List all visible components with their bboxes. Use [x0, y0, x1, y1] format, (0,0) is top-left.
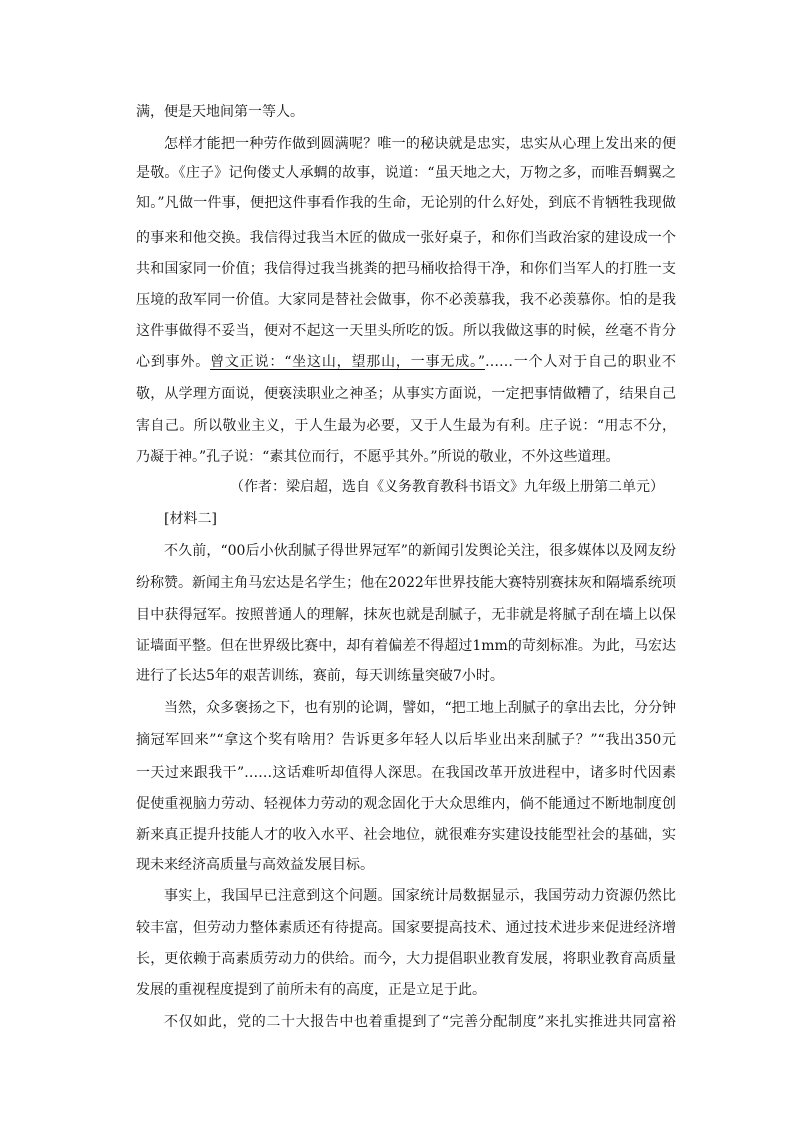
- paragraph-line: 是敬。《庄子》记佝偻丈人承蜩的故事，说道：“虽天地之大，万物之多，而唯吾蜩翼之: [136, 165, 676, 181]
- paragraph-line: 敬，从学理方面说，便亵渎职业之神圣；从事实方面说，一定把事情做糟了，结果自己: [136, 386, 676, 402]
- paragraph-line: 现未来经济高质量与高效益发展目标。: [136, 857, 374, 873]
- paragraph-line: 怎样才能把一种劳作做到圆满呢？唯一的秘诀就是忠实，忠实从心理上发出来的便: [164, 136, 676, 152]
- source-attribution: （作者：梁启超，选自《义务教育教科书语文》九年级上册第二单元）: [230, 479, 664, 495]
- paragraph-line: 一天过来跟我干”……这话难听却值得人深思。在我国改革开放进程中，诸多时代因素: [136, 765, 676, 781]
- paragraph-line: 进行了长达5年的艰苦训练，赛前，每天训练量突破7小时。: [136, 668, 504, 684]
- paragraph-line: 摘冠军回来”“拿这个奖有啥用？告诉更多年轻人以后毕业出来刮腻子？”“我出350元: [136, 732, 676, 748]
- paragraph-line-quote: [136, 346, 676, 378]
- paragraph-line: 较丰富，但劳动力整体素质还有待提高。国家要提高技术、通过技术进步来促进经济增: [136, 920, 676, 936]
- paragraph-line: 发展的重视程度提到了前所未有的高度，正是立足于此。: [136, 982, 486, 998]
- paragraph-line: 共和国家同一价值；我信得过我当挑粪的把马桶收拾得干净，和你们当军人的打胜一支: [136, 261, 676, 277]
- paragraph-line: 促使重视脑力劳动、轻视体力劳动的观念固化于大众思维内，倘不能通过不断地制度创: [136, 796, 676, 812]
- line-prefix: 心到事外。: [136, 354, 211, 370]
- paragraph-line: 知。”凡做一件事，便把这件事看作我的生命，无论别的什么好处，到底不肯牺牲我现做: [136, 195, 676, 211]
- paragraph-line: 乃凝于神。”孔子说：“素其位而行，不愿乎其外。”所说的敬业，不外这些道理。: [136, 449, 620, 465]
- paragraph-line: 新来真正提升技能人才的收入水平、社会地位，就很难夯实建设技能型社会的基础，实: [136, 827, 676, 843]
- paragraph-line: 不久前，“00后小伙刮腻子得世界冠军”的新闻引发舆论关注，很多媒体以及网友纷: [164, 543, 676, 559]
- paragraph-line: 害自己。所以敬业主义，于人生最为必要，又于人生最为有利。庄子说：“用志不分，: [136, 418, 676, 434]
- paragraph-line: 事实上，我国早已注意到这个问题。国家统计局数据显示，我国劳动力资源仍然比: [164, 888, 676, 904]
- paragraph-line: 这件事做得不妥当，便对不起这一天里头所吃的饭。所以我做这事的时候，丝毫不肯分: [136, 323, 676, 339]
- paragraph-line: 纷称赞。新闻主角马宏达是名学生；他在2022年世界技能大赛特别赛抹灰和隔墙系统项: [136, 575, 676, 591]
- underlined-quote: 曾文正说：“坐这山，望那山，一事无成。”: [210, 354, 485, 370]
- paragraph-line: 压境的敌军同一价值。大家同是替社会做事，你不必羡慕我，我不必羡慕你。怕的是我: [136, 292, 676, 308]
- paragraph-line: 长，更依赖于高素质劳动力的供给。而今，大力提倡职业教育发展，将职业教育高质量: [136, 951, 676, 967]
- section-label: [材料二]: [164, 511, 217, 527]
- paragraph-line: 满，便是天地间第一等人。: [136, 104, 304, 120]
- paragraph-line: 目中获得冠军。按照普通人的理解，抹灰也就是刮腻子，无非就是将腻子刮在墙上以保: [136, 607, 676, 623]
- paragraph-line: 的事来和他交换。我信得过我当木匠的做成一张好桌子，和你们当政治家的建设成一个: [136, 230, 676, 246]
- line-suffix: ……一个人对于自己的职业不: [485, 354, 676, 370]
- paragraph-line: 证墙面平整。但在世界级比赛中，却有着偏差不得超过1mm的苛刻标准。为此，马宏达: [136, 638, 676, 654]
- paragraph-line: 不仅如此，党的二十大报告中也着重提到了“完善分配制度”来扎实推进共同富裕: [164, 1014, 676, 1030]
- paragraph-line: 当然，众多褒扬之下，也有别的论调，譬如，“把工地上刮腻子的拿出去比，分分钟: [164, 700, 676, 716]
